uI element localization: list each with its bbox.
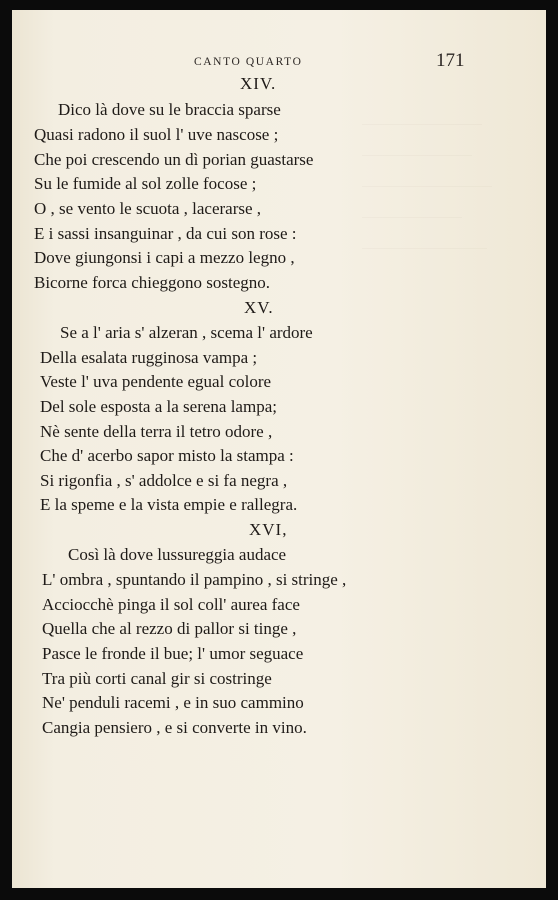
verse-line: Pasce le fronde il bue; l' umor seguace — [42, 644, 304, 663]
verse-line: Cangia pensiero , e si converte in vino. — [42, 718, 307, 737]
page-header — [12, 50, 546, 74]
verse-line: Del sole esposta a la serena lampa; — [40, 397, 277, 416]
stanza-number: XV. — [244, 298, 274, 317]
running-head: CANTO QUARTO — [194, 56, 303, 68]
verse-line: L' ombra , spuntando il pampino , si stringe , — [42, 570, 347, 589]
page-number: 171 — [436, 50, 465, 71]
verse-line: Se a l' aria s' alzeran , scema l' ardore — [60, 323, 313, 342]
verse-line: Bicorne forca chieggono sostegno. — [34, 273, 271, 292]
verse-line: Veste l' uva pendente egual colore — [40, 372, 272, 391]
show-through-texture — [362, 100, 522, 820]
verse-line: Dove giungonsi i capi a mezzo legno , — [34, 248, 295, 267]
stanza-number: XVI, — [249, 520, 288, 539]
stanza-number: XIV. — [240, 74, 277, 93]
verse-line: Che d' acerbo sapor misto la stampa : — [40, 446, 294, 465]
verse-line: E i sassi insanguinar , da cui son rose : — [34, 224, 297, 243]
verse-line: Quella che al rezzo di pallor si tinge , — [42, 619, 297, 638]
verse-line: Della esalata rugginosa vampa ; — [40, 348, 258, 367]
verse-line: E la speme e la vista empie e rallegra. — [40, 495, 298, 514]
verse-line: O , se vento le scuota , lacerarse , — [34, 199, 262, 218]
verse-line: Così là dove lussureggia audace — [68, 545, 287, 564]
verse-line: Tra più corti canal gir si costringe — [42, 669, 272, 688]
verse-line: Nè sente della terra il tetro odore , — [40, 422, 273, 441]
verse-line: Si rigonfia , s' addolce e si fa negra , — [40, 471, 288, 490]
verse-line: Acciocchè pinga il sol coll' aurea face — [42, 595, 300, 614]
verse-line: Che poi crescendo un dì porian guastarse — [34, 150, 314, 169]
book-page — [12, 10, 546, 888]
verse-line: Ne' penduli racemi , e in suo cammino — [42, 693, 304, 712]
verse-line: Quasi radono il suol l' uve nascose ; — [34, 125, 279, 144]
verse-line: Su le fumide al sol zolle focose ; — [34, 174, 257, 193]
verse-line: Dico là dove su le braccia sparse — [58, 100, 281, 119]
